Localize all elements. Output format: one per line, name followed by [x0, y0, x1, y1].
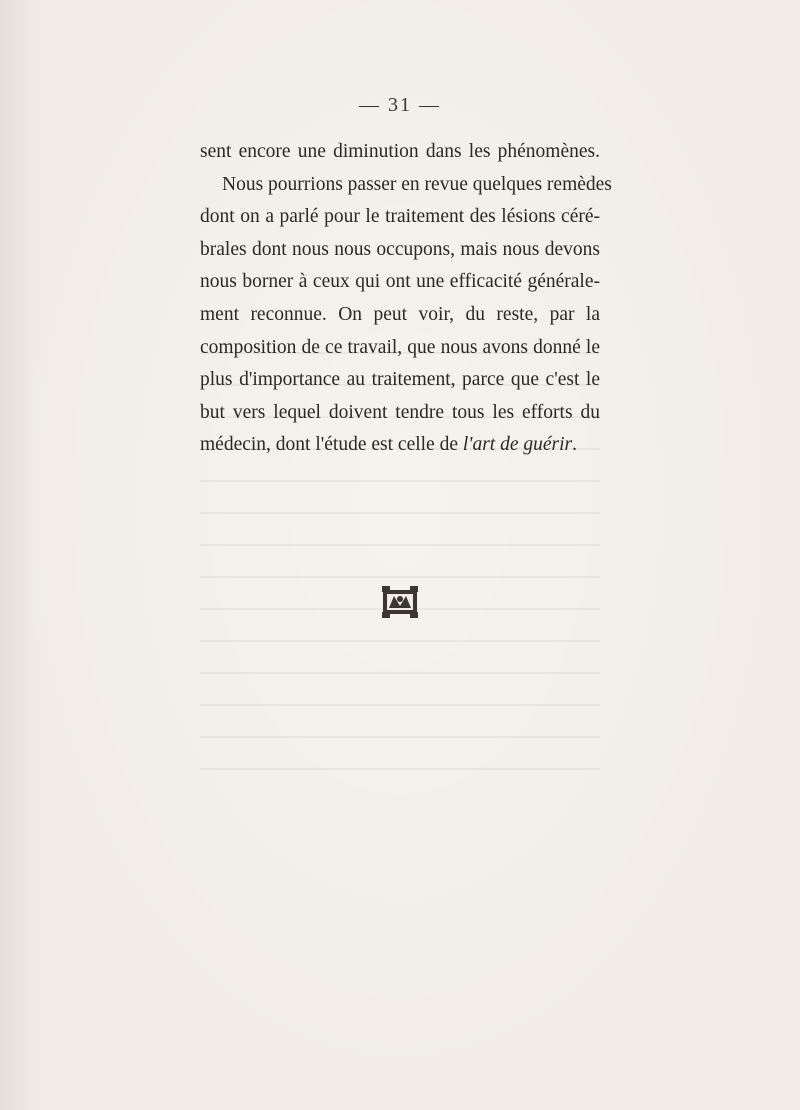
page-number: — 31 —: [359, 94, 441, 116]
text-line: but vers lequel doivent tendre tous les efforts du: [200, 401, 600, 423]
text-line: dont on a parlé pour le traitement des lésions céré-: [200, 206, 600, 228]
printer-ornament-icon: [380, 584, 420, 620]
text-fragment: médecin, dont l'étude est celle de: [200, 434, 463, 456]
text-fragment: .: [572, 434, 577, 456]
text-line: brales dont nous nous occupons, mais nous devons: [200, 238, 600, 260]
text-line: Nous pourrions passer en revue quelques remèdes: [222, 173, 612, 195]
text-line: plus d'importance au traitement, parce que c'est le: [200, 369, 600, 391]
body-paragraph: [200, 136, 612, 462]
text-line: sent encore une diminution dans les phénomènes.: [200, 141, 600, 162]
text-line-last: [200, 429, 600, 462]
italic-phrase: l'art de guérir: [462, 434, 573, 456]
text-line: composition de ce travail, que nous avons donné le: [200, 336, 600, 358]
text-line: nous borner à ceux qui ont une efficacité générale-: [200, 271, 600, 293]
text-line: ment reconnue. On peut voir, du reste, par la: [200, 303, 600, 325]
